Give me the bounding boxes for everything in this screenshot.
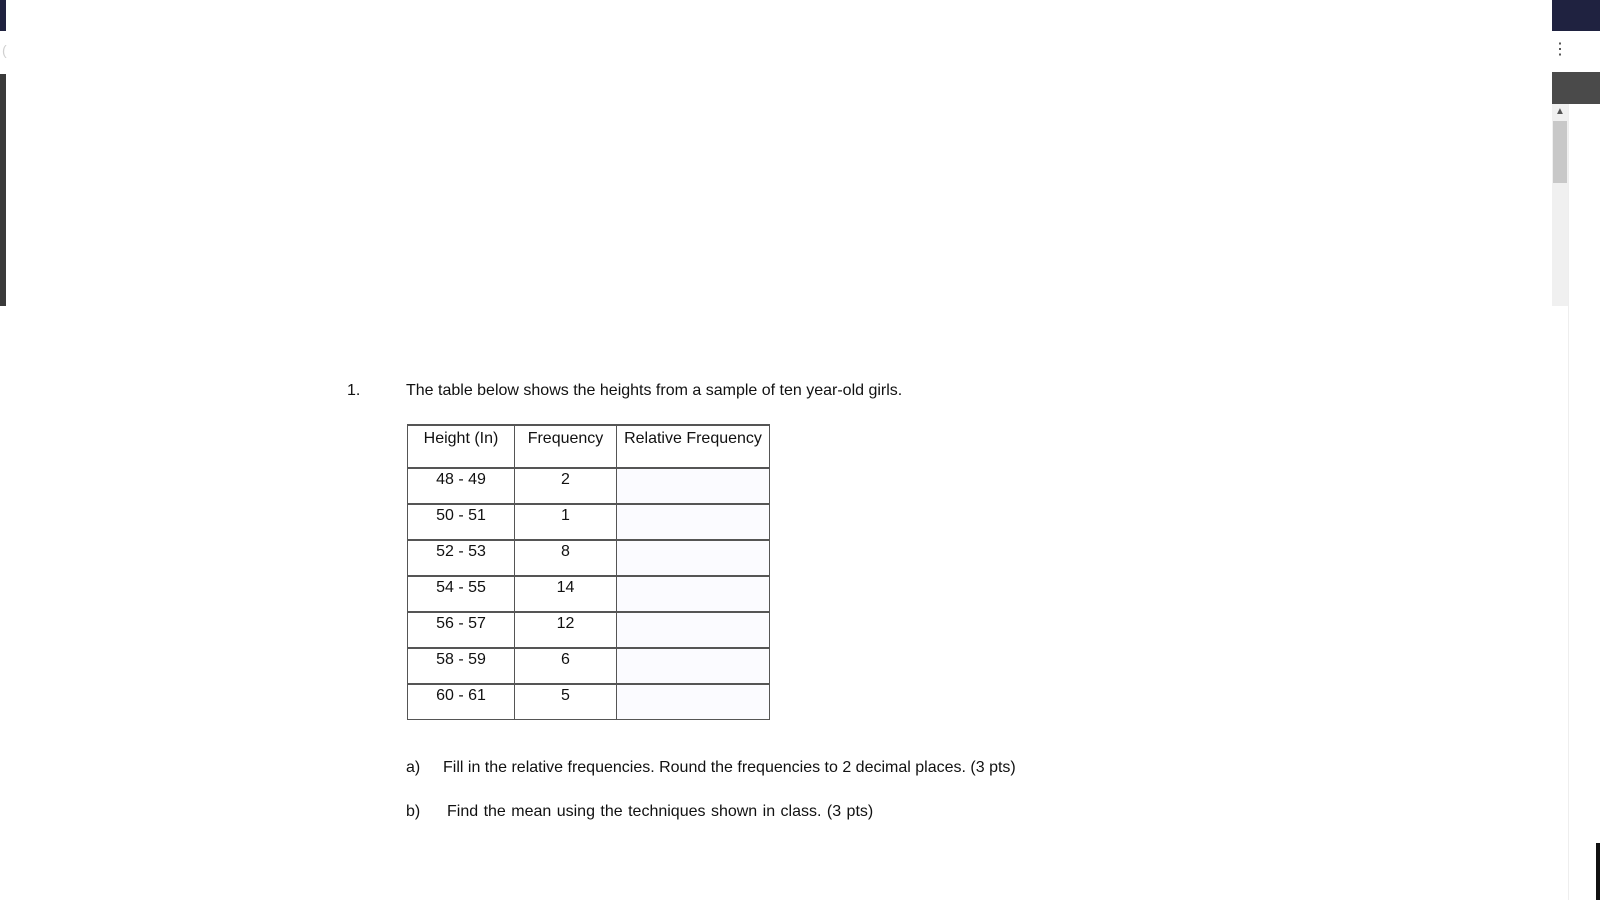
part-a-text: Fill in the relative frequencies. Round the frequencies to 2 decimal places. (3 pts)	[443, 759, 1016, 776]
table-row	[408, 612, 770, 648]
left-edge-glyph: (	[2, 42, 7, 58]
kebab-menu-icon[interactable]: ⋮	[1552, 41, 1568, 58]
question-number: 1.	[347, 382, 361, 399]
height-cell: 52 - 53	[408, 540, 515, 576]
height-cell: 54 - 55	[408, 576, 515, 612]
height-cell: 48 - 49	[408, 468, 515, 504]
table-header-row	[408, 425, 770, 468]
header-height: Height (In)	[408, 425, 515, 468]
frequency-cell: 8	[515, 540, 617, 576]
left-side-strip	[0, 74, 6, 306]
table-row	[408, 540, 770, 576]
relative-frequency-cell[interactable]	[617, 648, 770, 684]
table-row	[408, 468, 770, 504]
header-relative-frequency: Relative Frequency	[617, 425, 770, 468]
table-row	[408, 504, 770, 540]
frequency-table	[407, 424, 770, 720]
frequency-cell: 5	[515, 684, 617, 720]
right-gutter	[1568, 104, 1600, 900]
side-panel-header	[1552, 72, 1600, 104]
relative-frequency-cell[interactable]	[617, 684, 770, 720]
relative-frequency-cell[interactable]	[617, 468, 770, 504]
window-title-bar-right	[1552, 0, 1600, 31]
relative-frequency-cell[interactable]	[617, 576, 770, 612]
header-frequency: Frequency	[515, 425, 617, 468]
relative-frequency-cell[interactable]	[617, 540, 770, 576]
frequency-cell: 12	[515, 612, 617, 648]
chevron-up-icon[interactable]: ▲	[1555, 106, 1565, 117]
table-row	[408, 648, 770, 684]
height-cell: 58 - 59	[408, 648, 515, 684]
part-a-label: a)	[406, 759, 421, 776]
frequency-cell: 14	[515, 576, 617, 612]
bottom-right-edge	[1596, 843, 1600, 900]
part-b-text: Find the mean using the techniques shown in class. (3 pts)	[447, 803, 874, 820]
question-text: The table below shows the heights from a sample of ten year-old girls.	[406, 382, 903, 399]
relative-frequency-cell[interactable]	[617, 612, 770, 648]
part-b-label: b)	[406, 803, 421, 820]
height-cell: 60 - 61	[408, 684, 515, 720]
frequency-cell: 6	[515, 648, 617, 684]
frequency-cell: 1	[515, 504, 617, 540]
table-row	[408, 684, 770, 720]
relative-frequency-cell[interactable]	[617, 504, 770, 540]
scrollbar-thumb[interactable]	[1553, 121, 1567, 183]
frequency-cell: 2	[515, 468, 617, 504]
height-cell: 50 - 51	[408, 504, 515, 540]
height-cell: 56 - 57	[408, 612, 515, 648]
window-title-bar-left	[0, 0, 6, 31]
table-row	[408, 576, 770, 612]
